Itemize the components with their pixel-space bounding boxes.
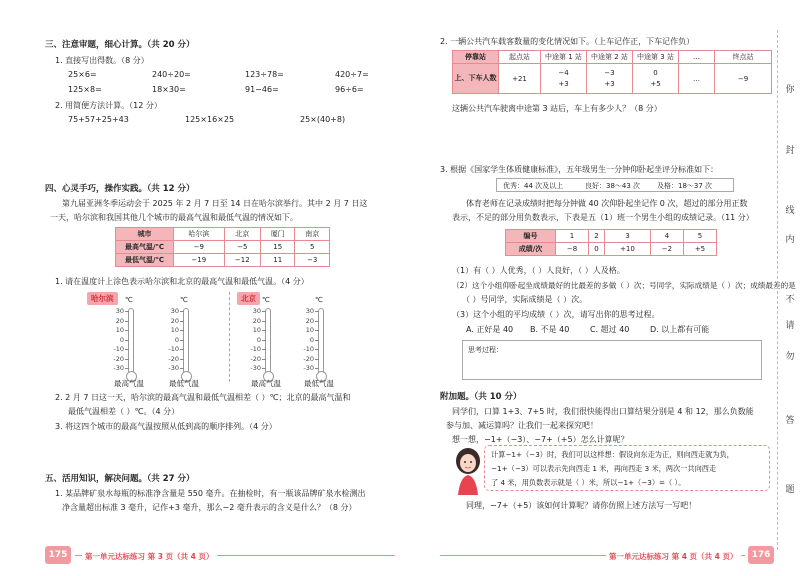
calc-7: 91−46= bbox=[245, 85, 279, 94]
table-cell: 起点站 bbox=[499, 51, 541, 64]
bubble-line-3: 了 4 米，用负数表示就是（ ）米，所以−1+（−3）=（ ）。 bbox=[491, 478, 686, 487]
binding-char: 勿 bbox=[785, 352, 795, 362]
tick-label: -10 bbox=[113, 345, 124, 353]
thermometer-label: 最高气温 bbox=[114, 379, 144, 388]
thermometer-label: 最低气温 bbox=[169, 379, 199, 388]
table-cell: 编号 bbox=[506, 230, 556, 243]
tick-label: -20 bbox=[168, 354, 179, 363]
tick-mark bbox=[262, 330, 266, 331]
tick-label: -30 bbox=[113, 364, 124, 372]
table-row bbox=[116, 241, 330, 254]
situp-table bbox=[505, 229, 717, 256]
extra-para-1: 同学们，口算 1+3、7+5 时，我们很快能得出口算结果分别是 4 和 12，那么负数能 bbox=[452, 407, 754, 416]
tick-mark bbox=[262, 349, 266, 350]
tick-mark bbox=[180, 311, 184, 312]
tick-label: -10 bbox=[168, 345, 179, 353]
tick-mark bbox=[315, 340, 319, 341]
tick-label: 10 bbox=[170, 326, 179, 334]
table-cell: 最低气温/℃ bbox=[116, 254, 174, 267]
q3-para-1: 体育老师在记录成绩时把每分钟做 40 次仰卧起坐记作 0 次，超过的部分用正数 bbox=[466, 199, 748, 208]
s4-q2b: 最低气温相差（ ）℃。（4 分） bbox=[68, 407, 180, 416]
table-cell: −9 bbox=[715, 64, 772, 94]
binding-char: 封 bbox=[785, 146, 795, 156]
option-a[interactable]: A. 正好是 40 bbox=[466, 325, 514, 334]
tick-label: -20 bbox=[113, 354, 124, 363]
table-cell: +10 bbox=[604, 243, 650, 256]
temperature-table bbox=[115, 227, 330, 267]
s3-q2: 2. 用简便方法计算。（12 分） bbox=[55, 101, 162, 110]
tick-mark bbox=[315, 359, 319, 360]
table-cell: 南京 bbox=[295, 228, 330, 241]
table-cell: −12 bbox=[224, 254, 260, 267]
table-cell: 停靠站 bbox=[453, 51, 499, 64]
extra-para-2: 参与加、减运算吗？让我们一起来探究吧！ bbox=[446, 421, 598, 430]
table-row bbox=[116, 228, 330, 241]
tick-mark bbox=[315, 311, 319, 312]
thermometer-label: 最高气温 bbox=[251, 379, 281, 388]
tick-label: -20 bbox=[303, 354, 314, 363]
binding-char: 不 bbox=[785, 295, 795, 305]
thinking-box[interactable] bbox=[462, 340, 762, 380]
q2-question: 这辆公共汽车驶离中途第 3 站后，车上有多少人？（8 分） bbox=[452, 104, 662, 113]
table-cell: 北京 bbox=[224, 228, 260, 241]
tick-mark bbox=[180, 330, 184, 331]
tick-label: -20 bbox=[250, 354, 261, 363]
tick-label: 30 bbox=[305, 307, 314, 315]
footer-right: 第一单元达标练习 第 4 页（共 4 页） bbox=[606, 551, 741, 562]
table-cell: 5 bbox=[683, 230, 716, 243]
tick-mark bbox=[262, 340, 266, 341]
calc-6: 18×30= bbox=[152, 85, 186, 94]
tick-mark bbox=[125, 340, 129, 341]
tick-label: 10 bbox=[115, 326, 124, 334]
s5-para-2: 净含量超出标准 3 毫升，记作+3 毫升，那么−2 毫升表示的含义是什么？（8 分） bbox=[62, 503, 357, 512]
s5-para-1: 1. 某品牌矿泉水每瓶的标准净含量是 550 毫升。在抽检时，有一瓶该品牌矿泉水检测出 bbox=[55, 489, 366, 498]
table-cell: 中途第 1 站 bbox=[541, 51, 587, 64]
tick-mark bbox=[262, 368, 266, 369]
calc-1: 25×6= bbox=[68, 70, 97, 79]
page-number-left: 175 bbox=[45, 546, 71, 564]
tick-mark bbox=[180, 340, 184, 341]
table-cell: 0 +5 bbox=[633, 64, 679, 94]
calc-11: 25×(40+8) bbox=[300, 115, 346, 124]
tick-label: 0 bbox=[174, 335, 179, 344]
tick-mark bbox=[180, 349, 184, 350]
divider bbox=[229, 292, 230, 382]
table-cell: 城市 bbox=[116, 228, 174, 241]
s4-q3: 3. 将这四个城市的最高气温按照从低到高的顺序排列。（4 分） bbox=[55, 422, 277, 431]
unit-label: ℃ bbox=[125, 296, 133, 304]
tick-label: 20 bbox=[305, 316, 314, 325]
table-row bbox=[506, 230, 717, 243]
speech-bubble bbox=[484, 445, 770, 491]
binding-char: 请 bbox=[785, 321, 795, 331]
standard-box bbox=[496, 178, 734, 192]
tick-mark bbox=[180, 368, 184, 369]
q3-sub-3: （3）这个小组的平均成绩（ ）次，请写出你的思考过程。 bbox=[452, 310, 660, 319]
tick-mark bbox=[125, 311, 129, 312]
tick-label: 0 bbox=[119, 335, 124, 344]
tick-label: 10 bbox=[252, 326, 261, 334]
section-5-title: 五、活用知识，解决问题。（共 27 分） bbox=[45, 474, 195, 484]
q3-sub-2a: （2）这个小组仰卧起坐成绩最好的比最差的多做（ ）次；号同学，实际成绩是（ ）次；成绩最差的是 bbox=[452, 281, 796, 290]
tick-label: 0 bbox=[256, 335, 261, 344]
tick-mark bbox=[180, 359, 184, 360]
unit-label: ℃ bbox=[262, 296, 270, 304]
table-cell: 3 bbox=[604, 230, 650, 243]
tick-mark bbox=[125, 330, 129, 331]
binding-char: 内 bbox=[785, 235, 795, 245]
option-c[interactable]: C. 超过 40 bbox=[590, 325, 630, 334]
binding-line bbox=[777, 30, 778, 550]
thermometer-tube[interactable] bbox=[128, 308, 134, 374]
table-cell: −2 bbox=[650, 243, 683, 256]
thermometer-label: 最低气温 bbox=[304, 379, 334, 388]
q3-sub-1: （1）有（ ）人优秀，（ ）人良好，（ ）人及格。 bbox=[452, 266, 625, 275]
tick-label: -10 bbox=[250, 345, 261, 353]
tick-mark bbox=[125, 321, 129, 322]
table-cell: −3 bbox=[295, 254, 330, 267]
table-cell: 成绩/次 bbox=[506, 243, 556, 256]
q3-para-2: 表示，不足的部分用负数表示，下表是五（1）班一个男生小组的成绩记录。（11 分） bbox=[452, 213, 754, 222]
tick-label: 20 bbox=[115, 316, 124, 325]
tick-label: 30 bbox=[252, 307, 261, 315]
table-cell: +21 bbox=[499, 64, 541, 94]
table-row bbox=[453, 51, 772, 64]
s3-q1: 1. 直接写出得数。（8 分） bbox=[55, 56, 149, 65]
tick-label: 20 bbox=[170, 316, 179, 325]
tick-mark bbox=[315, 321, 319, 322]
standard-good: 良好：38～43 次 bbox=[585, 182, 641, 190]
table-cell: +5 bbox=[683, 243, 716, 256]
binding-char: 答 bbox=[785, 416, 795, 426]
table-cell: 11 bbox=[260, 254, 295, 267]
s4-q1: 1. 请在温度计上涂色表示哈尔滨和北京的最高气温和最低气温。（4 分） bbox=[55, 277, 309, 286]
s4-para-2: 一天，哈尔滨和我国其他几个城市的最高气温和最低气温的情况如下。 bbox=[50, 213, 298, 222]
standard-pass: 及格：18～37 次 bbox=[657, 182, 713, 190]
tick-label: -10 bbox=[303, 345, 314, 353]
bubble-line-2: −1+（−3）可以表示先向西走 1 米，再向西走 3 米，两次一共向西走 bbox=[491, 464, 717, 473]
table-cell: −8 bbox=[556, 243, 589, 256]
tick-mark bbox=[262, 359, 266, 360]
tick-label: -30 bbox=[303, 364, 314, 372]
tick-mark bbox=[315, 368, 319, 369]
extra-title: 附加题。（共 10 分） bbox=[440, 392, 522, 402]
beijing-tag: 北京 bbox=[237, 292, 260, 305]
unit-label: ℃ bbox=[180, 296, 188, 304]
tick-mark bbox=[262, 321, 266, 322]
q3-title: 3. 根据《国家学生体质健康标准》，五年级男生一分钟仰卧起坐评分标准如下： bbox=[440, 165, 719, 174]
binding-char: 你 bbox=[785, 85, 795, 95]
table-cell: 0 bbox=[589, 243, 605, 256]
tick-mark bbox=[180, 321, 184, 322]
table-cell: … bbox=[679, 64, 715, 94]
table-cell: 4 bbox=[650, 230, 683, 243]
thinking-label: 思考过程： bbox=[468, 346, 503, 354]
tick-mark bbox=[315, 349, 319, 350]
tick-label: -30 bbox=[250, 364, 261, 372]
section-3-title: 三、注意审题，细心计算。（共 20 分） bbox=[45, 40, 195, 50]
table-row bbox=[506, 243, 717, 256]
table-cell: 最高气温/℃ bbox=[116, 241, 174, 254]
table-row bbox=[116, 254, 330, 267]
table-cell: −4 +3 bbox=[541, 64, 587, 94]
tick-mark bbox=[125, 359, 129, 360]
table-cell: … bbox=[679, 51, 715, 64]
standard-excellent: 优秀：44 次及以上 bbox=[503, 182, 564, 190]
tick-mark bbox=[315, 330, 319, 331]
bus-table bbox=[452, 50, 772, 94]
table-cell: −3 +3 bbox=[587, 64, 633, 94]
section-4-title: 四、心灵手巧，操作实践。（共 12 分） bbox=[45, 184, 195, 194]
table-row bbox=[453, 64, 772, 94]
tick-mark bbox=[125, 349, 129, 350]
tick-label: -30 bbox=[168, 364, 179, 372]
tick-label: 30 bbox=[115, 307, 124, 315]
table-cell: 厦门 bbox=[260, 228, 295, 241]
table-cell: 哈尔滨 bbox=[174, 228, 225, 241]
q2-title: 2. 一辆公共汽车载客数量的变化情况如下。（上车记作正，下车记作负） bbox=[440, 37, 695, 46]
table-cell: 中途第 2 站 bbox=[587, 51, 633, 64]
calc-4: 420÷7= bbox=[335, 70, 369, 79]
tick-mark bbox=[125, 368, 129, 369]
girl-illustration bbox=[450, 447, 486, 497]
table-cell: −9 bbox=[174, 241, 225, 254]
table-cell: −5 bbox=[224, 241, 260, 254]
calc-10: 125×16×25 bbox=[185, 115, 235, 124]
bubble-line-1: 计算−1+（−3）时，我们可以这样想：假设向东走为正，则向西走就为负， bbox=[491, 450, 734, 459]
harbin-tag: 哈尔滨 bbox=[87, 292, 118, 305]
thermometer-tube[interactable] bbox=[265, 308, 271, 374]
thermometer-tube[interactable] bbox=[183, 308, 189, 374]
table-cell: 上、下车人数 bbox=[453, 64, 499, 94]
table-cell: 终点站 bbox=[715, 51, 772, 64]
s4-q2a: 2. 2 月 7 日这一天，哈尔滨的最高气温和最低气温相差（ ）℃；北京的最高气温和 bbox=[55, 393, 351, 402]
binding-char: 线 bbox=[785, 206, 795, 216]
calc-5: 125×8= bbox=[68, 85, 102, 94]
footer-left: 第一单元达标练习 第 3 页（共 4 页） bbox=[82, 551, 217, 562]
binding-char: 题 bbox=[785, 485, 795, 495]
thermometer-tube[interactable] bbox=[318, 308, 324, 374]
table-cell: 中途第 3 站 bbox=[633, 51, 679, 64]
calc-3: 123÷78= bbox=[245, 70, 284, 79]
table-cell: 1 bbox=[556, 230, 589, 243]
tick-label: 0 bbox=[309, 335, 314, 344]
extra-para-4: 同理，−7+（+5）该如何计算呢？请你仿照上述方法写一写吧！ bbox=[466, 501, 697, 510]
tick-label: 30 bbox=[170, 307, 179, 315]
option-b[interactable]: B. 不是 40 bbox=[530, 325, 570, 334]
q3-sub-2b: （ ）号同学，实际成绩是（ ）次。 bbox=[462, 295, 588, 304]
calc-9: 75+57+25+43 bbox=[68, 115, 129, 124]
calc-8: 96÷6= bbox=[335, 85, 364, 94]
s4-para-1: 第九届亚洲冬季运动会于 2025 年 2 月 7 日至 14 日在哈尔滨举行。其中 2 月 7 日这 bbox=[62, 199, 368, 208]
table-cell: 5 bbox=[295, 241, 330, 254]
table-cell: 15 bbox=[260, 241, 295, 254]
tick-mark bbox=[262, 311, 266, 312]
option-d[interactable]: D. 以上都有可能 bbox=[650, 325, 710, 334]
calc-2: 240÷20= bbox=[152, 70, 191, 79]
table-cell: 2 bbox=[589, 230, 605, 243]
table-cell: −19 bbox=[174, 254, 225, 267]
page-number-right: 176 bbox=[748, 546, 774, 564]
unit-label: ℃ bbox=[315, 296, 323, 304]
extra-para-3: 想一想，−1+（−3）、−7+（+5）怎么计算呢？ bbox=[452, 435, 629, 444]
tick-label: 20 bbox=[252, 316, 261, 325]
tick-label: 10 bbox=[305, 326, 314, 334]
